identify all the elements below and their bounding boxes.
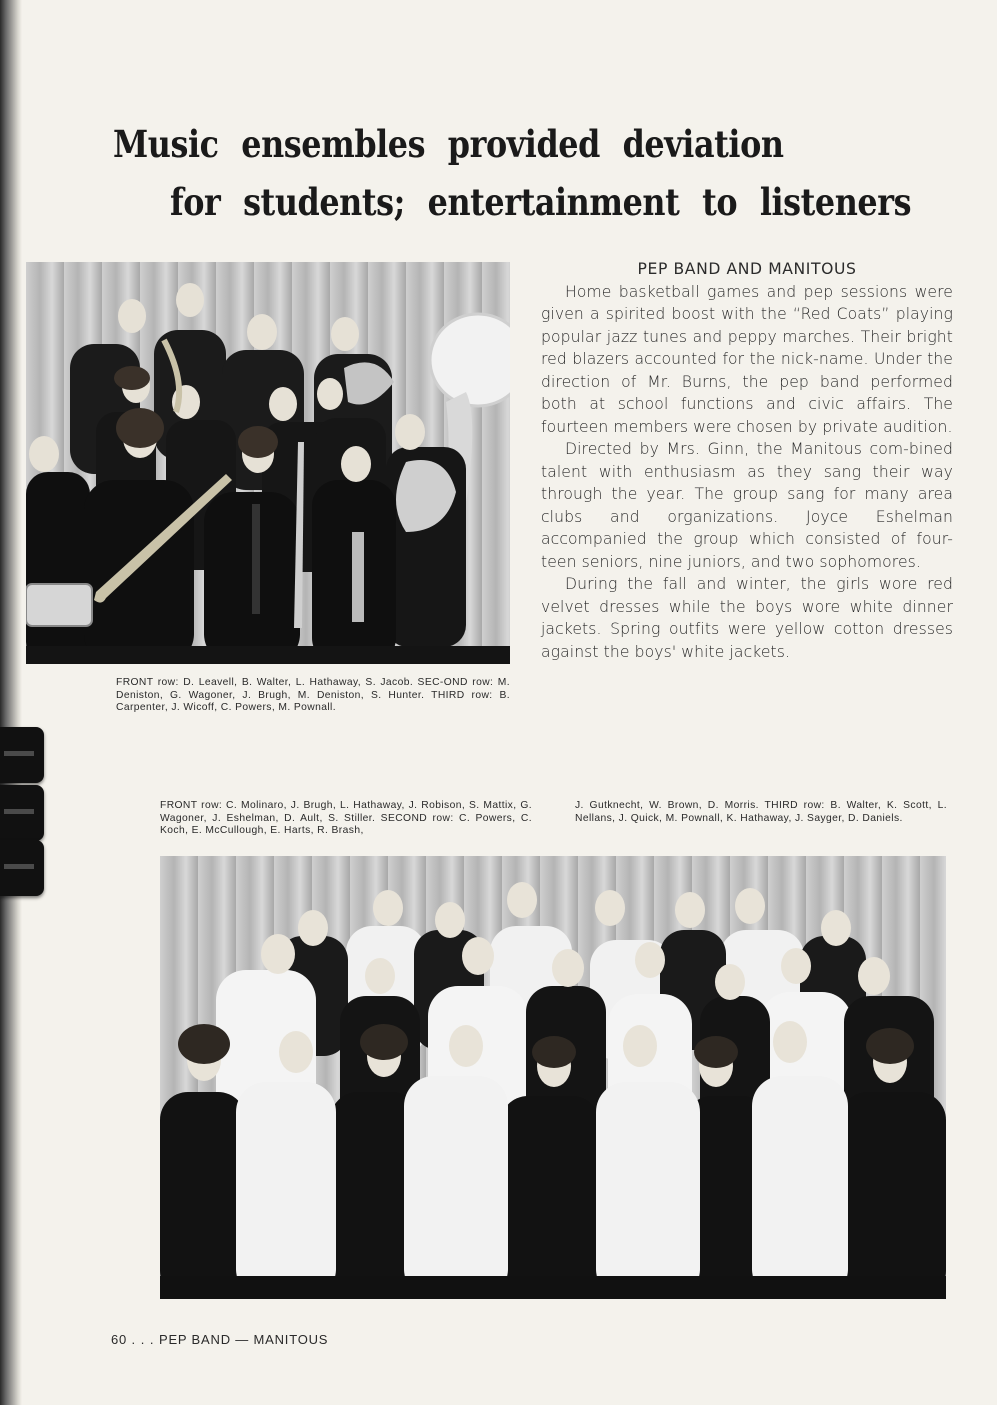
article-paragraph-1: Home basketball games and pep sessions were given a spirited boost with the “Red Coats” playing popular jazz tunes and peppy marches. Their bright red blazers accounted for the nick-name. Under the direction of Mr. Burns, the pep band performed both at school functions and civic affairs. The fourteen members were chosen by private audition.: [541, 282, 953, 436]
page-title-line-1: Music ensembles provided deviation: [113, 122, 784, 166]
manitous-caption-part-1: FRONT row: C. Molinaro, J. Brugh, L. Hathaway, J. Robison, S. Mattix, G. Wagoner, J. Eshelman, D. Ault, S. Stiller. SECOND row: C. Powers, C. Koch, E. McCullough, E. Harts, R. Brash,: [160, 800, 532, 837]
page-binding-shadow: [0, 0, 22, 1405]
manitous-caption-part-2: J. Gutknecht, W. Brown, D. Morris. THIRD row: B. Walter, K. Scott, L. Nellans, J. Quick, M. Pownall, K. Hathaway, J. Sayger, D. Daniels.: [575, 800, 947, 824]
manitous-photo: [160, 856, 946, 1299]
pep-band-caption: FRONT row: D. Leavell, B. Walter, L. Hathaway, S. Jacob. SEC-OND row: M. Deniston, G. Wagoner, J. Brugh, M. Deniston, S. Hunter. THIRD row: B. Carpenter, J. Wicoff, C. Powers, M. Pownall.: [116, 677, 510, 714]
article-paragraph-3: During the fall and winter, the girls wore red velvet dresses while the boys wore white dinner jackets. Spring outfits were yellow cotton dresses against the boys' white jackets.: [541, 575, 953, 661]
page-title-line-2: for students; entertainment to listeners: [170, 180, 912, 224]
page-number: 60: [111, 1332, 128, 1347]
footer-separator: . . .: [131, 1332, 155, 1347]
manitous-group-illustration: [160, 856, 946, 1299]
page-footer: [111, 1332, 328, 1347]
footer-section-title: PEP BAND — MANITOUS: [158, 1332, 329, 1347]
pep-band-photo: [26, 262, 510, 664]
article: [541, 258, 953, 663]
binder-clip: [0, 785, 44, 841]
article-paragraph-2: Directed by Mrs. Ginn, the Manitous com-bined talent with enthusiasm as they sang their way through the year. The group sang for many area clubs and organizations. Joyce Eshelman accompanied the group which consisted of four-teen seniors, nine juniors, and two sophomores.: [541, 440, 953, 571]
article-heading: PEP BAND AND MANITOUS: [637, 260, 857, 278]
pep-band-group-illustration: [26, 262, 510, 664]
binder-clip: [0, 840, 44, 896]
binder-clip: [0, 727, 44, 783]
